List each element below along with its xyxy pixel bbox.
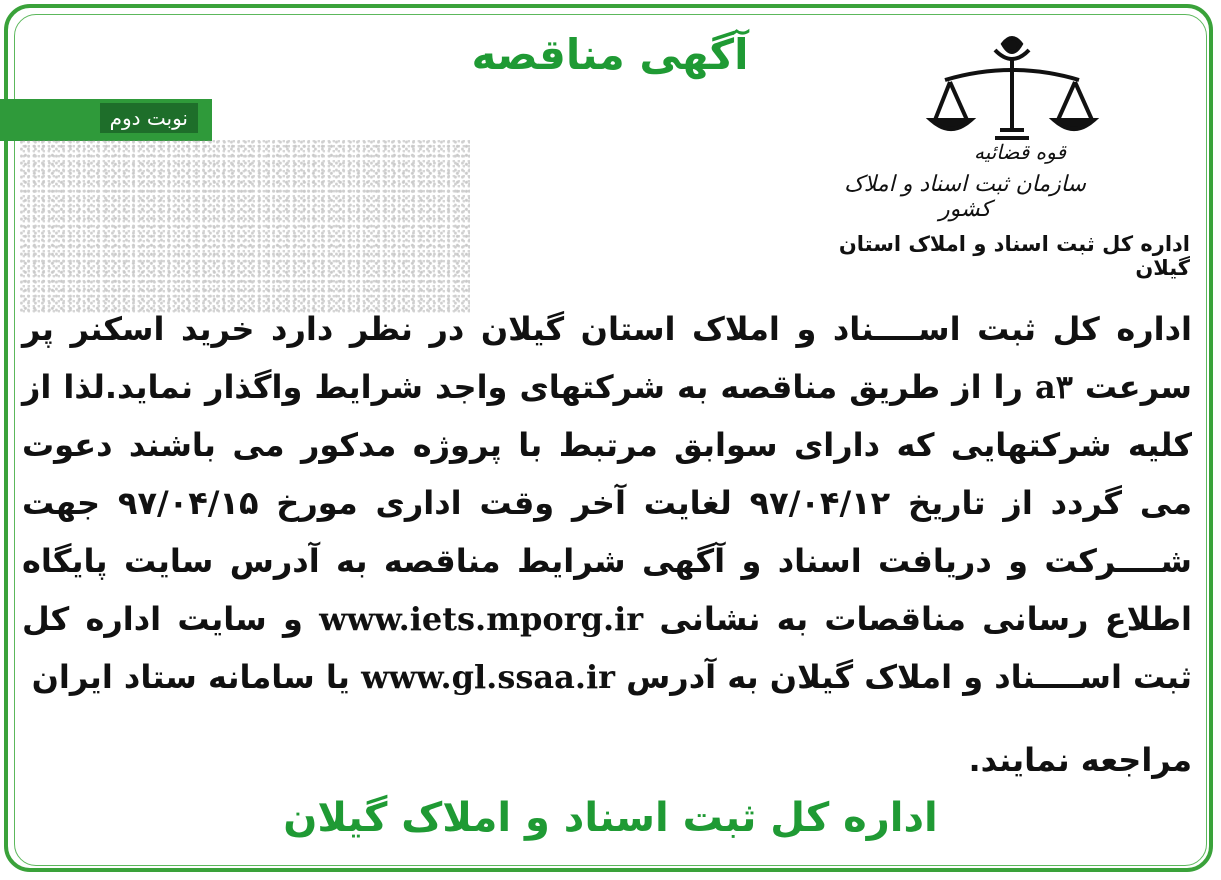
footer-org-name: اداره کل ثبت اسناد و املاک گیلان: [283, 795, 938, 841]
issue-badge-label: نوبت دوم: [100, 103, 198, 133]
ad-body: [22, 300, 1192, 789]
scan-noise: [20, 140, 470, 315]
org-name: سازمان ثبت اسناد و املاک کشور: [844, 172, 1086, 222]
ssaa-url-link[interactable]: www.gl.ssaa.ir: [361, 658, 615, 696]
issue-badge: [0, 99, 212, 141]
emblem-caption: قوه قضائیه: [973, 140, 1067, 164]
closing-line: مراجعه نمایند.: [968, 741, 1192, 779]
ad-title: آگهی مناقصه: [471, 30, 749, 79]
body-text-4: یا سامانه ستاد ایران: [31, 658, 362, 696]
iets-url-link[interactable]: www.iets.mporg.ir: [319, 600, 644, 638]
body-text-3: و سایت اداره کل ثبت اســــناد و املاک گیلان به آدرس: [22, 600, 1192, 696]
body-text-2: را از طریق مناقصه به شرکتهای واجد شرایط واگذار نماید.لذا از کلیه شرکتهایی که دارای سوابق مرتبط با پروژه مدکور می باشند دعوت می گردد از تاریخ ۹۷/۰۴/۱۲ لغایت آخر وقت اداری مورخ ۹۷/۰۴/۱۵ جهت شــــرکت و دریافت اسناد و آگهی شرایط مناقصه به آدرس سایت پایگاه اطلاع رسانی مناقصات به نشانی: [22, 368, 1193, 638]
body-paragraph: [22, 300, 1192, 706]
body-text-1: اداره کل ثبت اســــناد و املاک استان گیلان در نظر دارد خرید اسکنر پر سرعت: [22, 310, 1192, 406]
org-subname: اداره کل ثبت اسناد و املاک استان گیلان: [838, 232, 1190, 280]
scanner-model: a۳: [1034, 368, 1073, 406]
